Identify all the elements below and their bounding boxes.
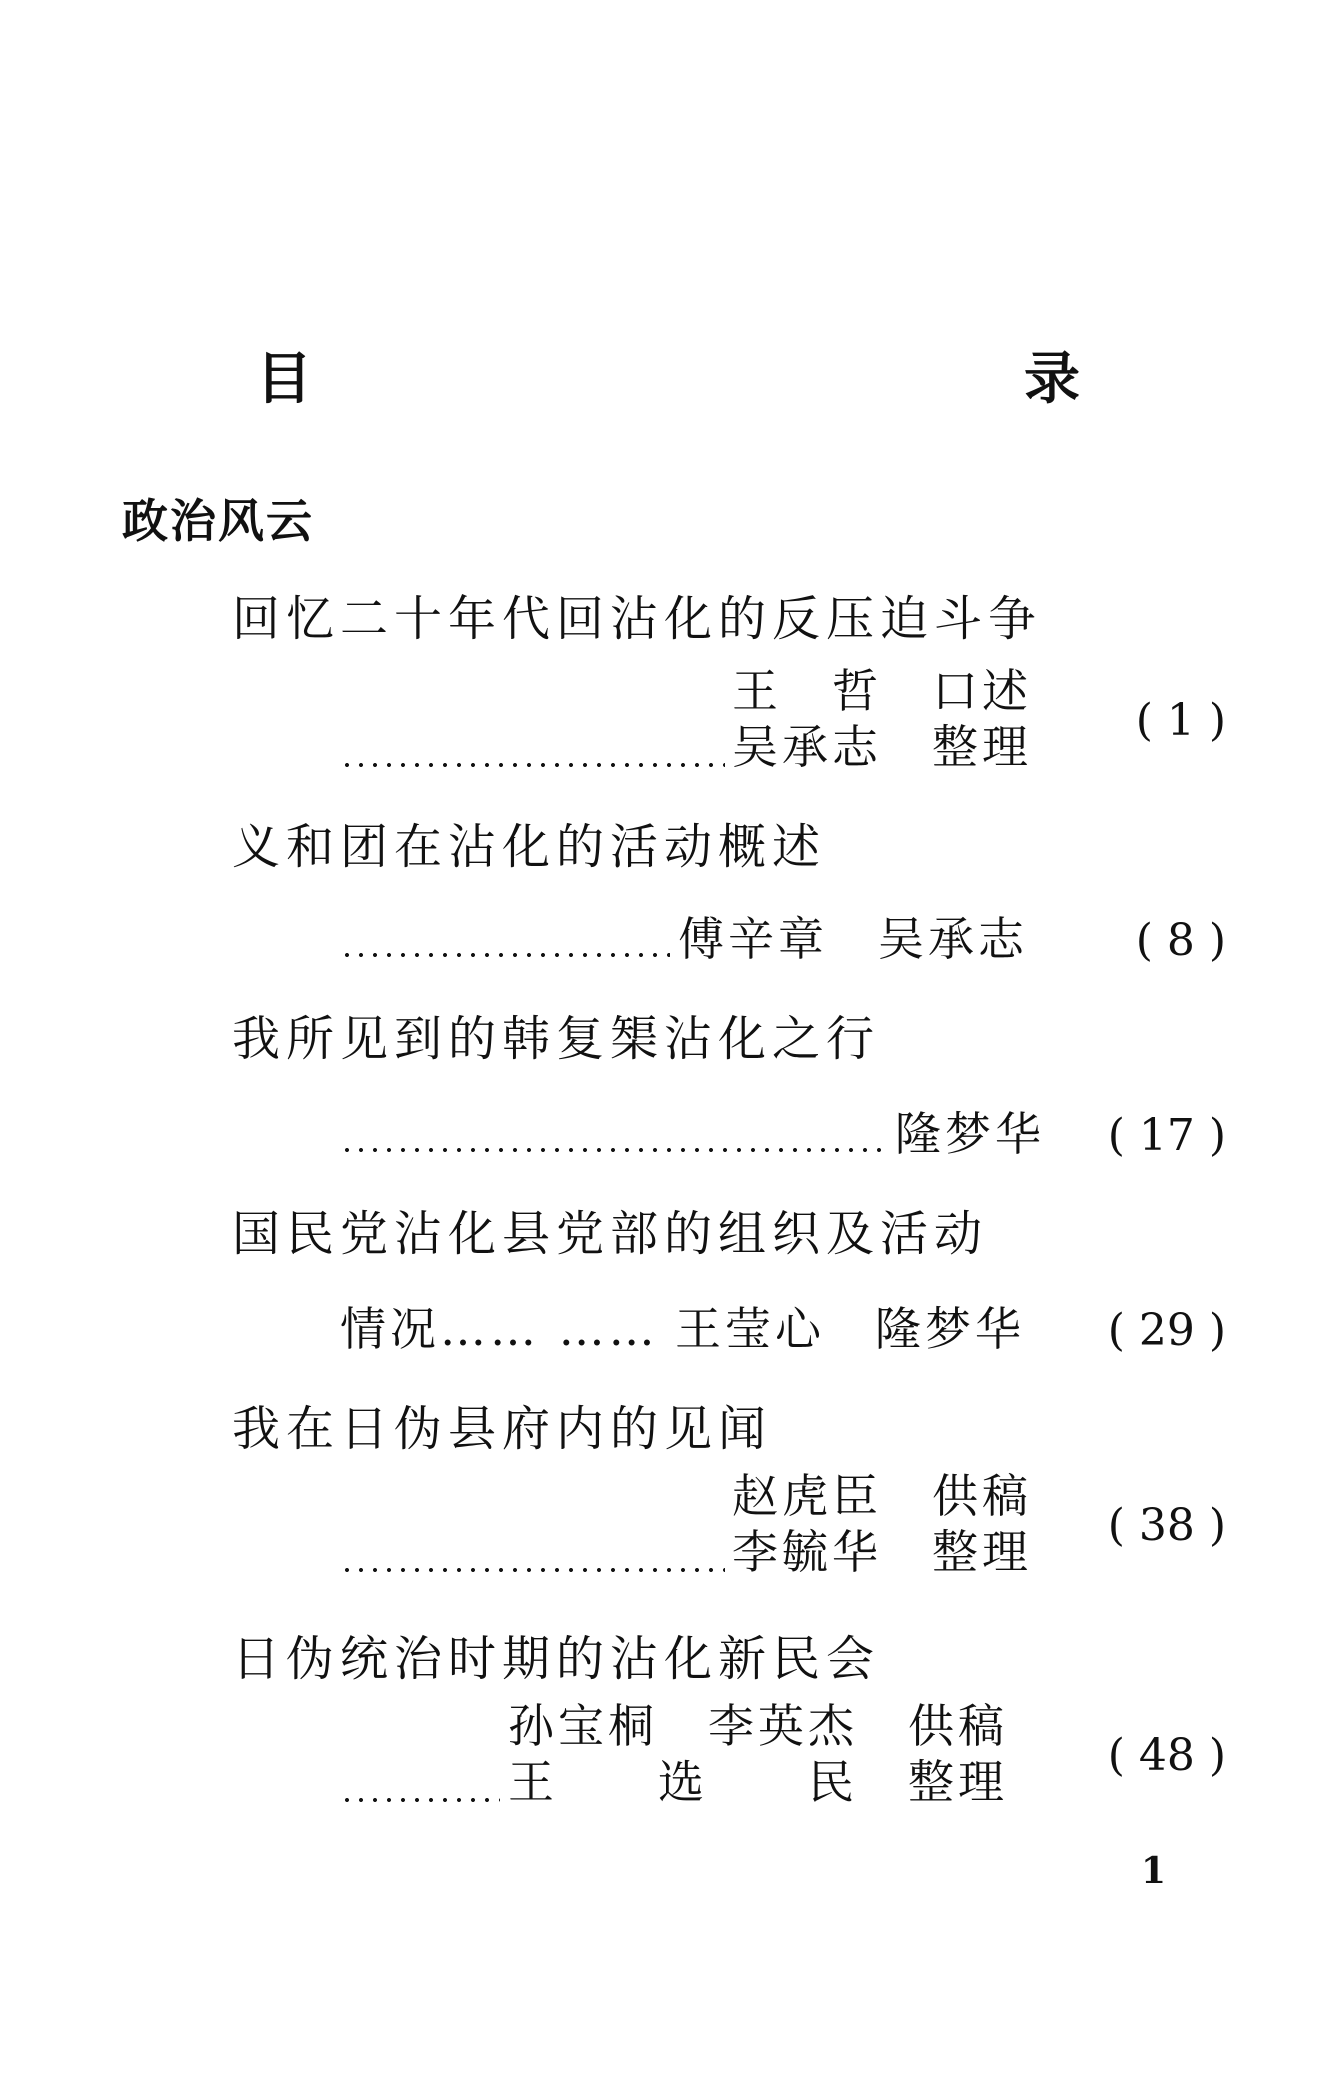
toc-entry-leader	[340, 1295, 1226, 1365]
toc-entry-author-line: 吴承志 整理	[732, 720, 1032, 774]
leader-dots	[340, 953, 670, 957]
toc-entry-leader	[340, 1700, 1226, 1820]
section-header: 政治风云	[122, 494, 314, 548]
toc-entry-leader	[340, 905, 1226, 975]
toc-entry-leader	[340, 1100, 1226, 1170]
toc-entry-continuation: 情况…… ……	[340, 1302, 659, 1356]
leader-dots	[340, 763, 725, 767]
toc-entry-title: 我所见到的韩复榘沾化之行	[232, 1011, 881, 1067]
toc-entry-author: 傅辛章 吴承志	[678, 912, 1028, 966]
toc-entry-title: 日伪统治时期的沾化新民会	[232, 1631, 881, 1687]
page-number: 1	[1140, 1850, 1166, 1892]
leader-dots	[340, 1798, 500, 1802]
toc-entry-author: 王莹心 隆梦华	[675, 1302, 1025, 1356]
toc-page-ref: ( 1 )	[1135, 695, 1226, 746]
toc-page-ref: ( 8 )	[1135, 915, 1226, 966]
page-title: 目 录	[256, 347, 1280, 412]
toc-entry-title: 义和团在沾化的活动概述	[232, 819, 827, 875]
toc-entry-author-line: 王 哲 口述	[732, 664, 1032, 718]
toc-page-ref: ( 29 )	[1107, 1305, 1226, 1356]
toc-page-ref: ( 48 )	[1107, 1730, 1226, 1781]
toc-entry-author-line: 赵虎臣 供稿	[732, 1469, 1032, 1523]
toc-entry-leader	[340, 665, 1226, 785]
toc-entry-author-line: 王 选 民 整理	[508, 1755, 1008, 1809]
toc-entry-title: 我在日伪县府内的见闻	[232, 1401, 773, 1457]
leader-dots	[340, 1148, 885, 1152]
toc-page-ref: ( 17 )	[1107, 1110, 1226, 1161]
toc-entry-title: 回忆二十年代回沾化的反压迫斗争	[232, 591, 1043, 647]
toc-entry-leader	[340, 1470, 1226, 1590]
toc-entry-author-line: 孙宝桐 李英杰 供稿	[508, 1699, 1008, 1753]
leader-dots	[340, 1568, 725, 1572]
toc-entry-title: 国民党沾化县党部的组织及活动	[232, 1206, 989, 1262]
toc-entry-author: 隆梦华	[895, 1107, 1045, 1161]
toc-page-ref: ( 38 )	[1107, 1500, 1226, 1551]
toc-entry-author-line: 李毓华 整理	[732, 1525, 1032, 1579]
